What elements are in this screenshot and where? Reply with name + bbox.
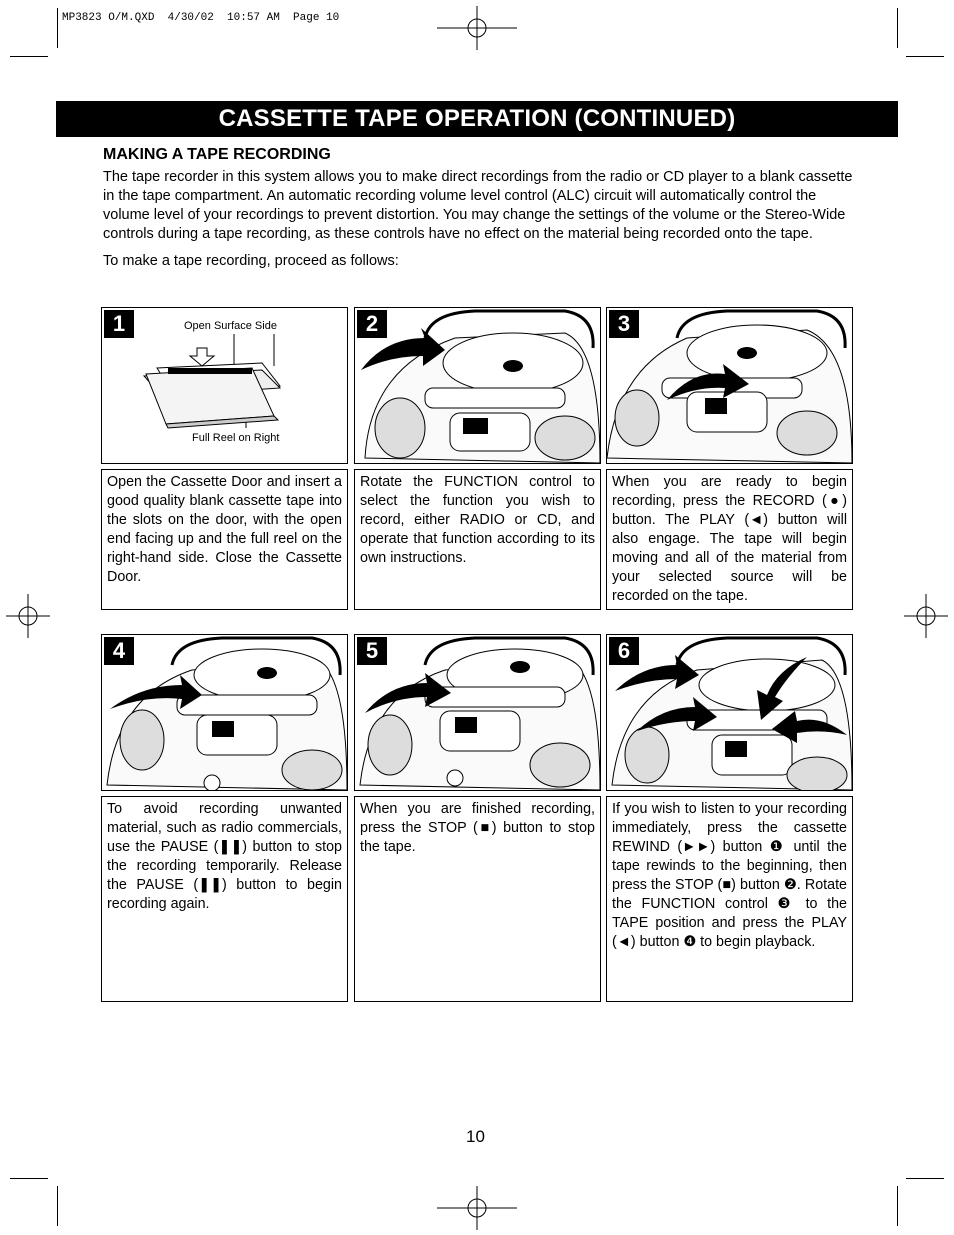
step-2-illustration (354, 307, 601, 464)
step-5-illustration (354, 634, 601, 791)
step-2-text: Rotate the FUNCTION control to select the function you wish to record, either RADIO or CD, and operate that function according to its own instructions. (354, 469, 601, 610)
step-number: 5 (357, 637, 387, 665)
step-number: 6 (609, 637, 639, 665)
boombox-drawing (355, 635, 600, 790)
crop-mark (10, 1178, 48, 1179)
callout-label: Full Reel on Right (192, 432, 280, 444)
crop-mark (906, 1178, 944, 1179)
step-3-illustration (606, 307, 853, 464)
boombox-drawing (607, 308, 852, 463)
registration-mark-top (437, 6, 517, 50)
step-6-illustration (606, 634, 853, 791)
boombox-drawing (355, 308, 600, 463)
step-number: 4 (104, 637, 134, 665)
registration-mark-right (904, 594, 948, 638)
step-number: 1 (104, 310, 134, 338)
step-1-text: Open the Cassette Door and insert a good quality blank cassette tape into the slots on the door, with the open end facing up and the full reel on the right-hand side. Close the Cassette Door. (101, 469, 348, 610)
print-slug: MP3823 O/M.QXD 4/30/02 10:57 AM Page 10 (62, 12, 340, 24)
step-1-illustration (101, 307, 348, 464)
registration-mark-bottom (437, 1186, 517, 1230)
registration-mark-left (6, 594, 50, 638)
step-6-text: If you wish to listen to your recording immediately, press the cassette REWIND (►►) button ❶ until the tape rewinds to the beginning, then press the STOP (■) button ❷. Rotate the FUNCTION control ❸ to the TAPE position and press the PLAY (◄) button ❹ to begin playback. (606, 796, 853, 1002)
crop-mark (57, 8, 58, 48)
step-4-text: To avoid recording unwanted material, such as radio commercials, use the PAUSE (❚❚) button to stop the recording temporarily. Release the PAUSE (❚❚) button to begin recording again. (101, 796, 348, 1002)
section-title: MAKING A TAPE RECORDING (103, 146, 331, 163)
crop-mark (10, 56, 48, 57)
crop-mark (897, 8, 898, 48)
step-number: 2 (357, 310, 387, 338)
crop-mark (57, 1186, 58, 1226)
intro-paragraph: The tape recorder in this system allows you to make direct recordings from the radio or CD player to a blank cassette in the tape compartment. An automatic recording volume level control (ALC) circuit will automatically control the volume level of your recordings to prevent distortion. You may change the settings of the volume or the Stereo-Wide controls during a tape recording, as these controls have no effect on the material being recorded onto the tape. (103, 169, 853, 242)
intro-paragraph: To make a tape recording, proceed as follows: (103, 253, 399, 269)
crop-mark (906, 56, 944, 57)
page-number: 10 (466, 1127, 485, 1146)
step-number: 3 (609, 310, 639, 338)
boombox-drawing (102, 635, 347, 790)
step-5-text: When you are finished recording, press the STOP (■) button to stop the tape. (354, 796, 601, 1002)
page-banner-title: CASSETTE TAPE OPERATION (CONTINUED) (56, 101, 898, 137)
callout-label: Open Surface Side (184, 320, 277, 332)
step-4-illustration (101, 634, 348, 791)
intro-text (103, 168, 855, 279)
boombox-drawing (607, 635, 852, 790)
crop-mark (897, 1186, 898, 1226)
step-3-text: When you are ready to begin recording, press the RECORD (●) button. The PLAY (◄) button will also engage. The tape will begin moving and all of the material from your selected source will be recorded on the tape. (606, 469, 853, 610)
cassette-drawing (102, 308, 347, 463)
